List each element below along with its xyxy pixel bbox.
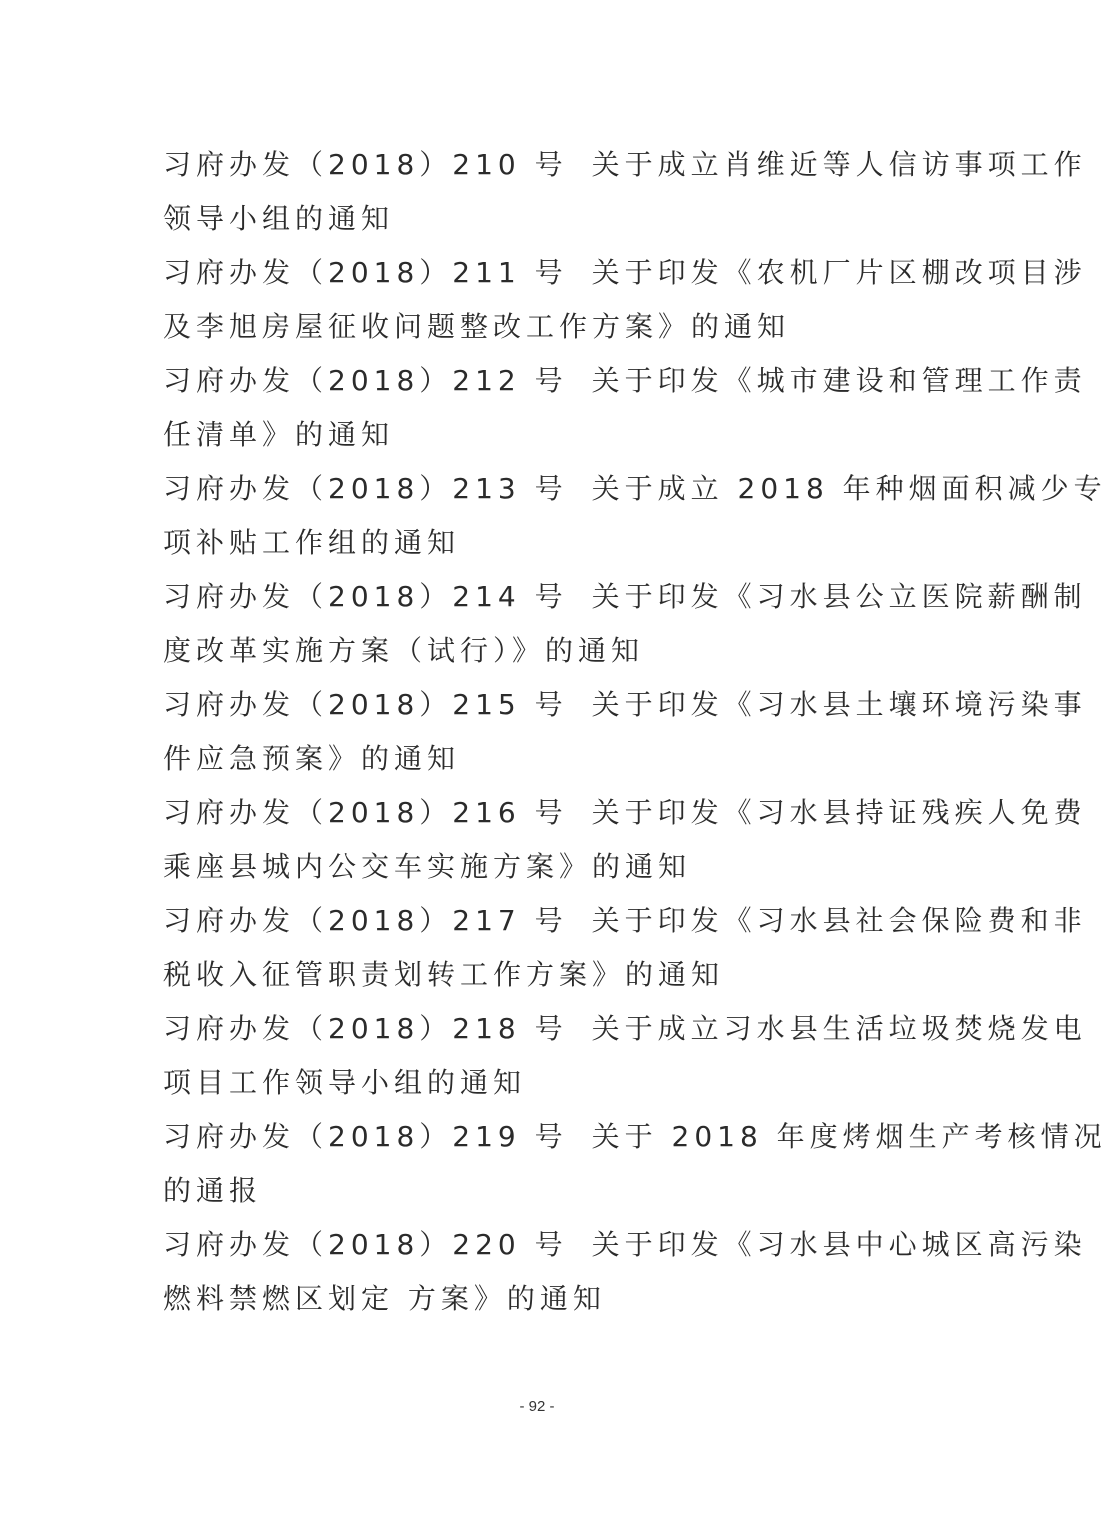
entry-first-line xyxy=(163,246,1087,300)
list-item xyxy=(163,462,1107,570)
document-number: 习府办发（2018）218 号 xyxy=(163,1012,568,1045)
list-item xyxy=(163,894,1087,1002)
document-title-part2: 税收入征管职责划转工作方案》的通知 xyxy=(163,958,725,991)
entry-first-line xyxy=(163,786,1087,840)
document-number: 习府办发（2018）220 号 xyxy=(163,1228,568,1261)
entry-first-line xyxy=(163,462,1107,516)
entry-first-line xyxy=(163,354,1087,408)
document-title-part1: 关于印发《习水县公立医院薪酬制 xyxy=(591,580,1087,613)
document-title-part2: 度改革实施方案（试行）》的通知 xyxy=(163,634,645,667)
document-number: 习府办发（2018）214 号 xyxy=(163,580,568,613)
entry-first-line xyxy=(163,138,1087,192)
document-title-part1: 关于印发《习水县社会保险费和非 xyxy=(591,904,1087,937)
list-item xyxy=(163,1110,1107,1218)
document-title-part1: 关于印发《农机厂片区棚改项目涉 xyxy=(591,256,1087,289)
page-number: - 92 - xyxy=(519,1398,555,1415)
list-item xyxy=(163,246,1087,354)
list-item xyxy=(163,1002,1087,1110)
entry-first-line xyxy=(163,570,1087,624)
list-item xyxy=(163,570,1087,678)
document-title-part1: 关于印发《城市建设和管理工作责 xyxy=(591,364,1087,397)
document-title-part2: 及李旭房屋征收问题整改工作方案》的通知 xyxy=(163,310,791,343)
document-number: 习府办发（2018）211 号 xyxy=(163,256,568,289)
entry-first-line xyxy=(163,894,1087,948)
entry-first-line xyxy=(163,1002,1087,1056)
document-title-part1: 关于成立习水县生活垃圾焚烧发电 xyxy=(591,1012,1087,1045)
document-number: 习府办发（2018）212 号 xyxy=(163,364,568,397)
document-title-part1: 关于 2018 年度烤烟生产考核情况 xyxy=(591,1120,1107,1153)
document-title-part2: 件应急预案》的通知 xyxy=(163,742,461,775)
document-title-part2: 燃料禁燃区划定 方案》的通知 xyxy=(163,1282,606,1315)
document-title-part2: 项补贴工作组的通知 xyxy=(163,526,461,559)
entry-first-line xyxy=(163,678,1087,732)
document-number: 习府办发（2018）216 号 xyxy=(163,796,568,829)
document-title-part1: 关于印发《习水县持证残疾人免费 xyxy=(591,796,1087,829)
list-item xyxy=(163,354,1087,462)
list-item xyxy=(163,678,1087,786)
document-title-part2: 乘座县城内公交车实施方案》的通知 xyxy=(163,850,692,883)
entry-first-line xyxy=(163,1110,1107,1164)
document-title-part1: 关于印发《习水县中心城区高污染 xyxy=(591,1228,1087,1261)
document-number: 习府办发（2018）215 号 xyxy=(163,688,568,721)
document-title-part1: 关于成立 2018 年种烟面积减少专 xyxy=(591,472,1107,505)
document-number: 习府办发（2018）213 号 xyxy=(163,472,568,505)
document-number: 习府办发（2018）219 号 xyxy=(163,1120,568,1153)
entry-first-line xyxy=(163,1218,1087,1272)
list-item xyxy=(163,1218,1087,1326)
list-item xyxy=(163,786,1087,894)
document-title-part2: 任清单》的通知 xyxy=(163,418,395,451)
document-number: 习府办发（2018）217 号 xyxy=(163,904,568,937)
document-number: 习府办发（2018）210 号 xyxy=(163,148,568,181)
document-title-part2: 的通报 xyxy=(163,1174,263,1207)
list-item xyxy=(163,138,1087,246)
document-title-part2: 领导小组的通知 xyxy=(163,202,395,235)
document-title-part1: 关于成立肖维近等人信访事项工作 xyxy=(591,148,1087,181)
document-title-part1: 关于印发《习水县土壤环境污染事 xyxy=(591,688,1087,721)
document-title-part2: 项目工作领导小组的通知 xyxy=(163,1066,527,1099)
document-list xyxy=(163,138,1107,1326)
